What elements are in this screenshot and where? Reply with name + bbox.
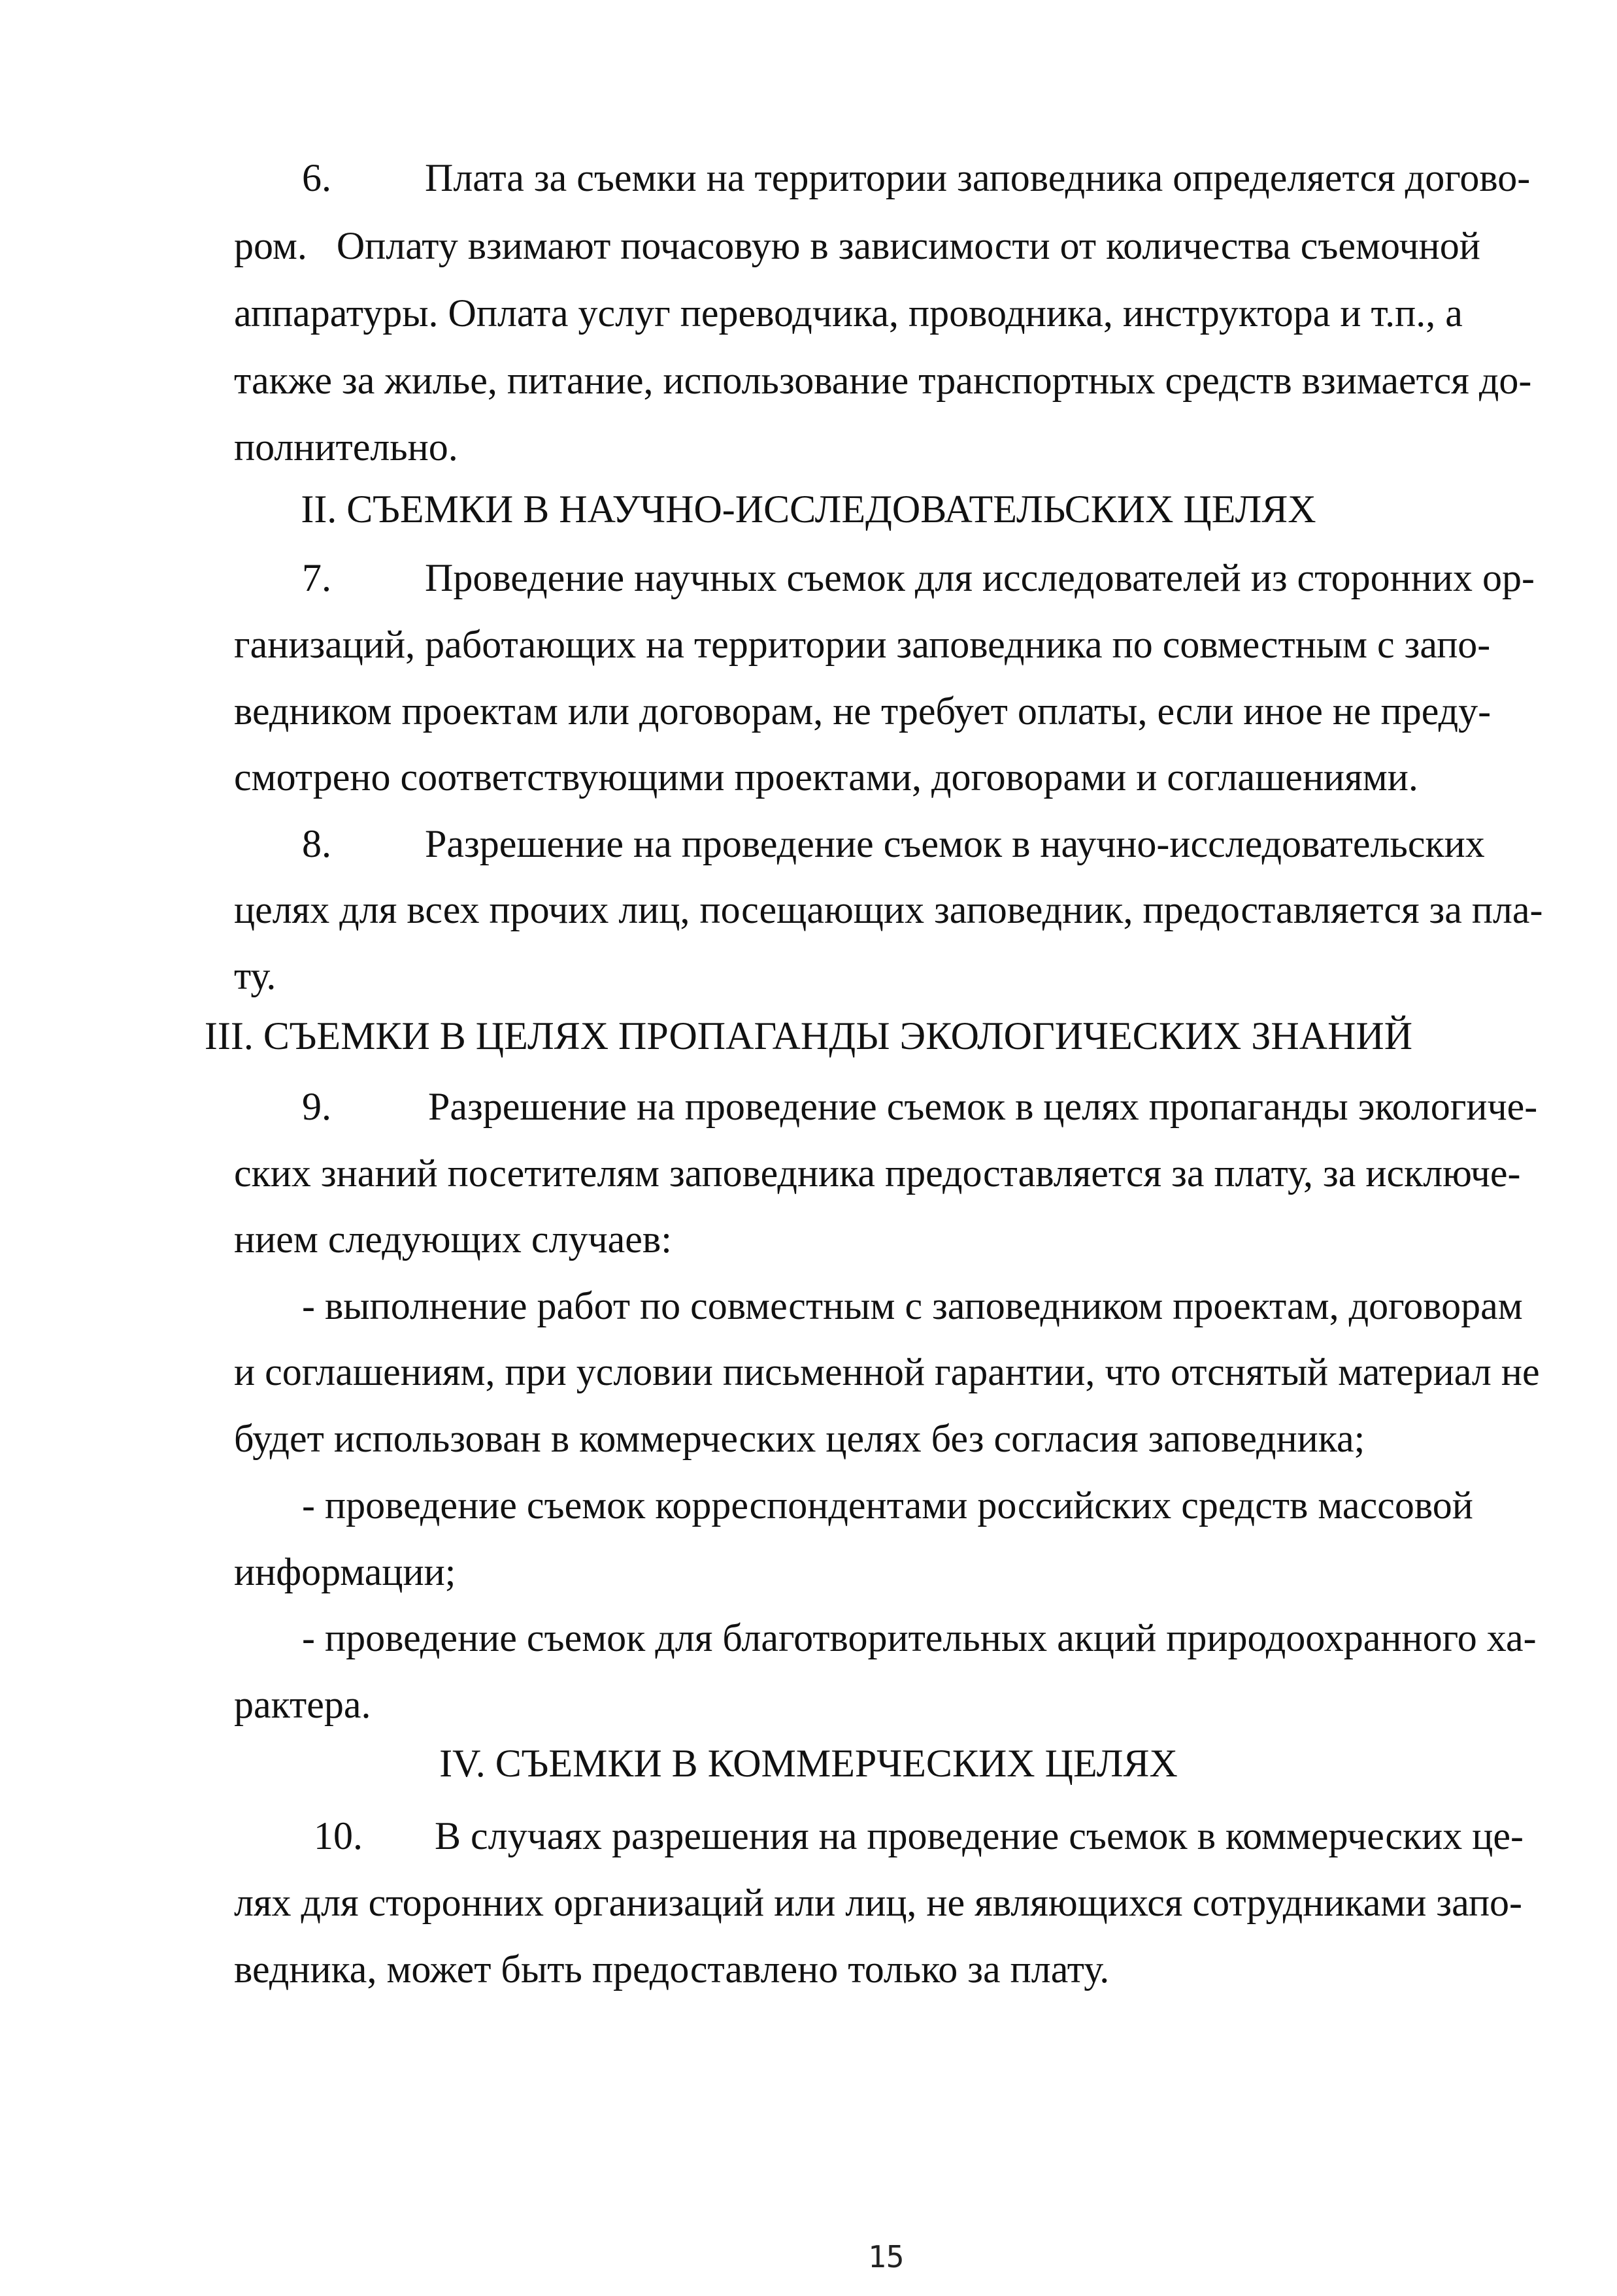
item-line: ром. Оплату взимают почасовую в зависимости от количества съемочной [234,224,1480,267]
bullet-line: - выполнение работ по совместным с заповедником проектам, договорам [302,1284,1523,1327]
item-line: Плата за съемки на территории заповедника определяется догово- [425,156,1531,199]
section-heading: III. СЪЕМКИ В ЦЕЛЯХ ПРОПАГАНДЫ ЭКОЛОГИЧЕСКИХ ЗНАНИЙ [204,1014,1413,1057]
bullet-line: - проведение съемок корреспондентами российских средств массовой [302,1484,1473,1527]
section-heading: II. СЪЕМКИ В НАУЧНО-ИССЛЕДОВАТЕЛЬСКИХ ЦЕЛЯХ [301,488,1316,531]
bullet-line: и соглашениям, при условии письменной гарантии, что отснятый материал не [234,1350,1540,1393]
item-line: Разрешение на проведение съемок в научно-исследовательских [425,822,1485,865]
item-line: ганизаций, работающих на территории заповедника по совместным с запо- [234,623,1491,666]
item-number: 8. [302,822,331,865]
item-line: Разрешение на проведение съемок в целях пропаганды экологиче- [428,1085,1538,1128]
item-line: лях для сторонних организаций или лиц, не являющихся сотрудниками запо- [234,1881,1523,1924]
item-line: ведником проектам или договорам, не требует оплаты, если иное не преду- [234,690,1492,733]
bullet-line: рактера. [234,1683,371,1726]
item-number: 9. [302,1085,331,1128]
item-line: нием следующих случаев: [234,1218,672,1261]
item-line: аппаратуры. Оплата услуг переводчика, проводника, инструктора и т.п., а [234,291,1463,335]
item-line: целях для всех прочих лиц, посещающих заповедник, предоставляется за пла- [234,888,1543,931]
item-number: 6. [302,156,331,199]
item-line: В случаях разрешения на проведение съемок в коммерческих це- [435,1814,1524,1857]
item-number: 10. [314,1814,363,1857]
bullet-line: будет использован в коммерческих целях без согласия заповедника; [234,1417,1365,1460]
item-line: ских знаний посетителям заповедника предоставляется за плату, за исключе- [234,1152,1521,1195]
item-line: ту. [234,954,276,997]
bullet-line: - проведение съемок для благотворительных акций природоохранного ха- [302,1616,1537,1659]
item-line: смотрено соответствующими проектами, договорами и соглашениями. [234,756,1418,799]
bullet-line: информации; [234,1550,456,1593]
item-number: 7. [302,556,331,599]
item-line: полнительно. [234,425,458,469]
section-heading: IV. СЪЕМКИ В КОММЕРЧЕСКИХ ЦЕЛЯХ [439,1742,1178,1785]
item-line: также за жилье, питание, использование транспортных средств взимается до- [234,359,1532,402]
page-number: 15 [868,2239,905,2274]
item-line: Проведение научных съемок для исследователей из сторонних ор- [425,556,1535,599]
item-line: ведника, может быть предоставлено только за плату. [234,1948,1110,1991]
